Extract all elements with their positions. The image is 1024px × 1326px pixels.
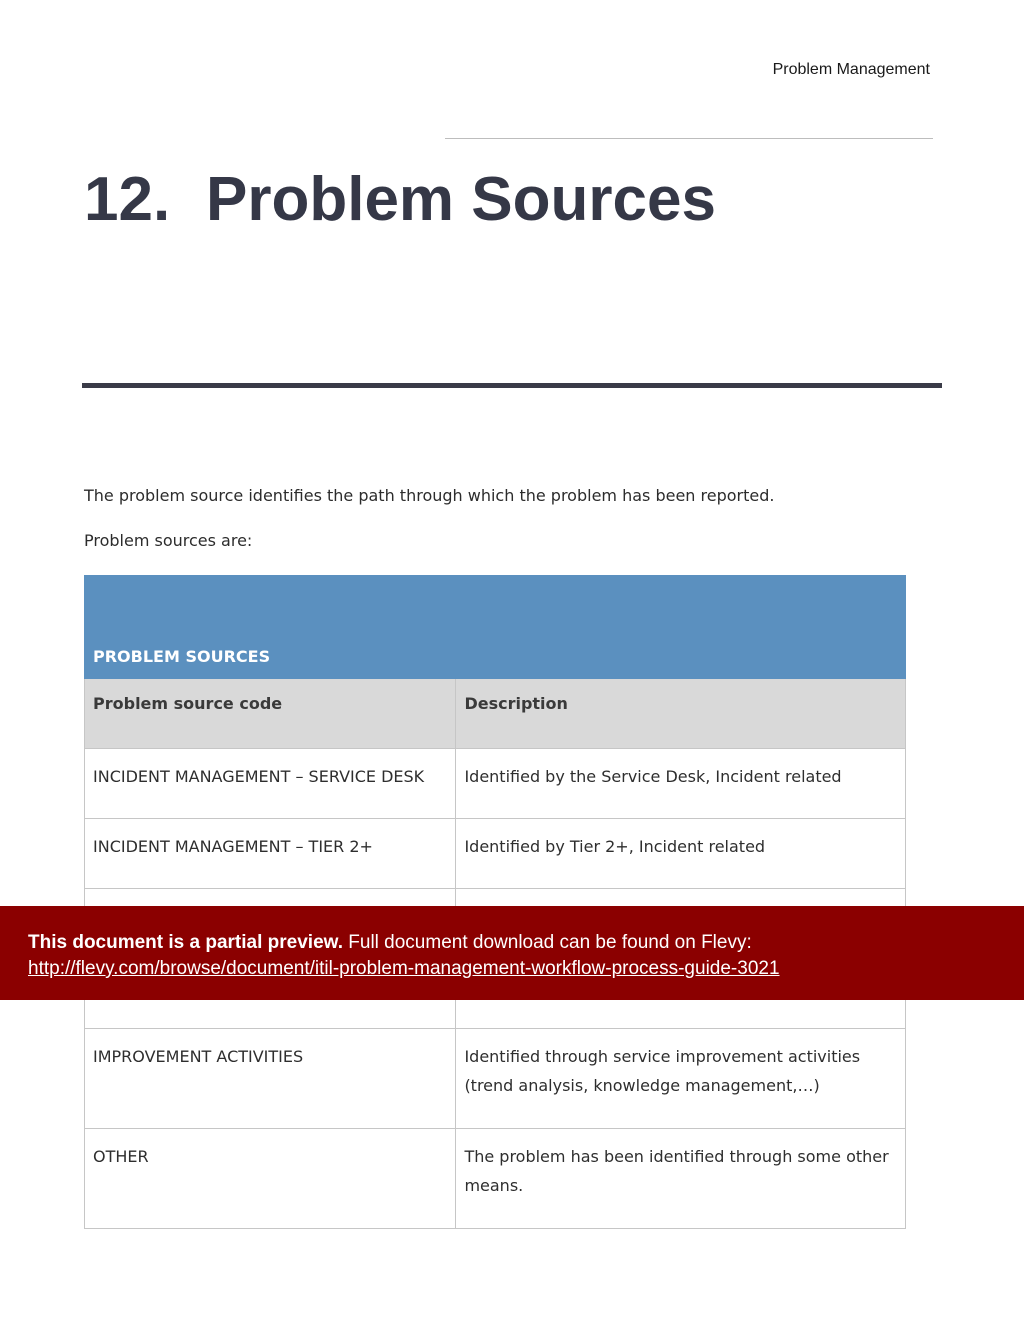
table-row: [85, 1029, 906, 1129]
table-row: [85, 1129, 906, 1229]
running-header: Problem Management: [772, 61, 930, 78]
flevy-document-link[interactable]: http://flevy.com/browse/document/itil-problem-management-workflow-process-guide-3021: [28, 958, 780, 979]
problem-sources-table: [84, 575, 906, 1229]
description-cell: Identified through service improvement activities (trend analysis, knowledge management,…): [456, 1029, 906, 1129]
preview-banner-text: Full document download can be found on Flevy:: [348, 932, 752, 953]
source-code-cell: INCIDENT MANAGEMENT – TIER 2+: [85, 819, 456, 889]
chapter-title-text: Problem Sources: [206, 165, 716, 234]
table-caption: PROBLEM SOURCES: [85, 576, 906, 679]
table-header-row: [85, 679, 906, 749]
table-row: [85, 819, 906, 889]
description-cell: Identified by Tier 2+, Incident related: [456, 819, 906, 889]
description-cell: Identified by the Service Desk, Incident related: [456, 749, 906, 819]
column-header-description: Description: [456, 679, 906, 749]
intro-paragraph: The problem source identifies the path through which the problem has been reported.: [84, 486, 775, 505]
chapter-number: 12.: [84, 165, 171, 234]
preview-banner-lead: This document is a partial preview.: [28, 932, 343, 953]
table-caption-row: [85, 576, 906, 679]
source-code-cell: IMPROVEMENT ACTIVITIES: [85, 1029, 456, 1129]
header-rule: [445, 138, 933, 139]
preview-banner: [0, 906, 1024, 1000]
list-intro-paragraph: Problem sources are:: [84, 531, 253, 550]
source-code-cell: OTHER: [85, 1129, 456, 1229]
description-cell: The problem has been identified through some other means.: [456, 1129, 906, 1229]
table-row: [85, 749, 906, 819]
title-rule: [82, 383, 942, 388]
source-code-cell: INCIDENT MANAGEMENT – SERVICE DESK: [85, 749, 456, 819]
chapter-title: [84, 160, 716, 240]
column-header-code: Problem source code: [85, 679, 456, 749]
